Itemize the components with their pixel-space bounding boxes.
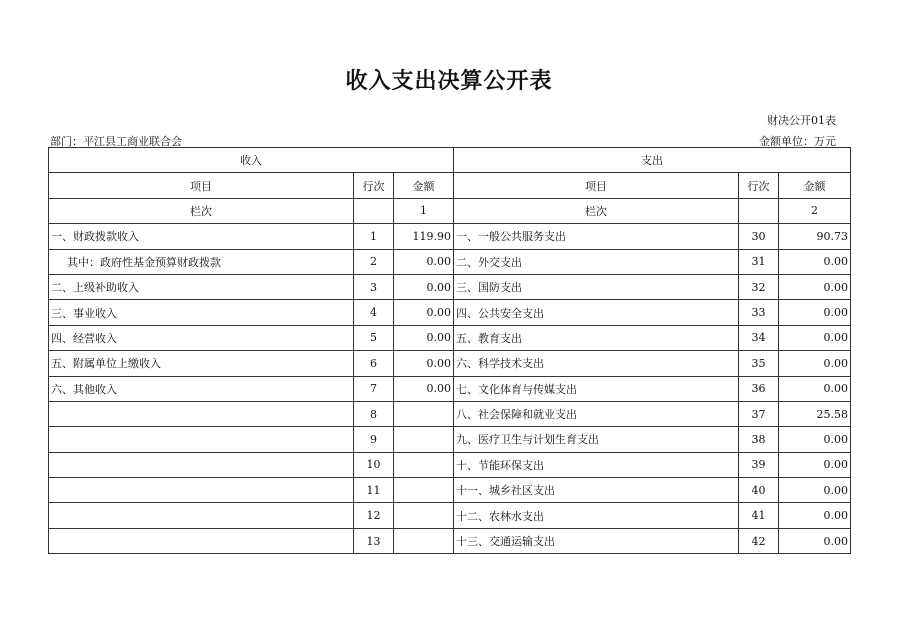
table-row bbox=[49, 224, 851, 249]
income-column-no-label: 栏次 bbox=[49, 198, 354, 223]
table-row bbox=[49, 300, 851, 325]
income-item-cell: 一、财政拨款收入 bbox=[49, 224, 354, 249]
table-row bbox=[49, 351, 851, 376]
income-item-cell bbox=[49, 452, 354, 477]
expense-item-cell: 七、文化体育与传媒支出 bbox=[454, 376, 739, 401]
income-amount-cell: 0.00 bbox=[394, 325, 454, 350]
expense-item-header: 项目 bbox=[454, 173, 739, 198]
income-row-no-cell: 10 bbox=[354, 452, 394, 477]
expense-amount-cell: 0.00 bbox=[779, 427, 851, 452]
section-header-row bbox=[49, 148, 851, 173]
income-column-no: 1 bbox=[394, 198, 454, 223]
expense-column-no-label: 栏次 bbox=[454, 198, 739, 223]
table-row bbox=[49, 528, 851, 553]
table-row bbox=[49, 274, 851, 299]
income-item-cell: 四、经营收入 bbox=[49, 325, 354, 350]
income-amount-cell bbox=[394, 503, 454, 528]
expense-amount-cell: 25.58 bbox=[779, 401, 851, 426]
expense-row-no-header: 行次 bbox=[739, 173, 779, 198]
income-item-cell: 三、事业收入 bbox=[49, 300, 354, 325]
income-row-no-cell: 9 bbox=[354, 427, 394, 452]
income-expense-table bbox=[48, 147, 851, 554]
expense-row-no-cell: 31 bbox=[739, 249, 779, 274]
expense-item-cell: 一、一般公共服务支出 bbox=[454, 224, 739, 249]
income-row-no-cell: 13 bbox=[354, 528, 394, 553]
expense-column-no: 2 bbox=[779, 198, 851, 223]
income-amount-cell: 119.90 bbox=[394, 224, 454, 249]
table-row bbox=[49, 503, 851, 528]
expense-header: 支出 bbox=[454, 148, 851, 173]
income-amount-cell: 0.00 bbox=[394, 376, 454, 401]
income-amount-header: 金额 bbox=[394, 173, 454, 198]
income-row-no-cell: 5 bbox=[354, 325, 394, 350]
income-item-cell: 其中：政府性基金预算财政拨款 bbox=[49, 249, 354, 274]
income-amount-cell bbox=[394, 427, 454, 452]
expense-row-no-cell: 39 bbox=[739, 452, 779, 477]
table-row bbox=[49, 452, 851, 477]
income-row-no-cell: 4 bbox=[354, 300, 394, 325]
expense-item-cell: 八、社会保障和就业支出 bbox=[454, 401, 739, 426]
income-amount-cell: 0.00 bbox=[394, 300, 454, 325]
expense-amount-cell: 90.73 bbox=[779, 224, 851, 249]
expense-item-cell: 十一、城乡社区支出 bbox=[454, 478, 739, 503]
expense-amount-cell: 0.00 bbox=[779, 325, 851, 350]
page-title: 收入支出决算公开表 bbox=[345, 68, 553, 94]
income-item-cell bbox=[49, 401, 354, 426]
income-amount-cell: 0.00 bbox=[394, 249, 454, 274]
expense-row-no-cell: 40 bbox=[739, 478, 779, 503]
income-item-cell: 二、上级补助收入 bbox=[49, 274, 354, 299]
department-label: 部门：平江县工商业联合会 bbox=[50, 135, 182, 148]
income-amount-cell bbox=[394, 478, 454, 503]
income-row-no-header: 行次 bbox=[354, 173, 394, 198]
income-row-no-cell: 7 bbox=[354, 376, 394, 401]
income-row-no-cell: 8 bbox=[354, 401, 394, 426]
table-row bbox=[49, 325, 851, 350]
table-row bbox=[49, 249, 851, 274]
column-header-row bbox=[49, 173, 851, 198]
expense-item-cell: 四、公共安全支出 bbox=[454, 300, 739, 325]
expense-item-cell: 五、教育支出 bbox=[454, 325, 739, 350]
income-item-cell bbox=[49, 528, 354, 553]
column-number-row bbox=[49, 198, 851, 223]
income-amount-cell: 0.00 bbox=[394, 351, 454, 376]
expense-amount-cell: 0.00 bbox=[779, 503, 851, 528]
expense-amount-cell: 0.00 bbox=[779, 376, 851, 401]
income-amount-cell bbox=[394, 452, 454, 477]
expense-row-no-cell: 36 bbox=[739, 376, 779, 401]
table-row bbox=[49, 401, 851, 426]
form-code: 财决公开01表 bbox=[767, 114, 836, 127]
expense-row-no-cell: 34 bbox=[739, 325, 779, 350]
expense-row-no-cell: 37 bbox=[739, 401, 779, 426]
empty-cell bbox=[739, 198, 779, 223]
income-item-cell bbox=[49, 478, 354, 503]
expense-item-cell: 二、外交支出 bbox=[454, 249, 739, 274]
expense-amount-cell: 0.00 bbox=[779, 478, 851, 503]
income-row-no-cell: 11 bbox=[354, 478, 394, 503]
income-row-no-cell: 12 bbox=[354, 503, 394, 528]
expense-item-cell: 十二、农林水支出 bbox=[454, 503, 739, 528]
table-row bbox=[49, 478, 851, 503]
income-amount-cell bbox=[394, 401, 454, 426]
expense-amount-cell: 0.00 bbox=[779, 351, 851, 376]
expense-row-no-cell: 33 bbox=[739, 300, 779, 325]
income-row-no-cell: 1 bbox=[354, 224, 394, 249]
income-item-cell: 五、附属单位上缴收入 bbox=[49, 351, 354, 376]
expense-row-no-cell: 38 bbox=[739, 427, 779, 452]
expense-row-no-cell: 32 bbox=[739, 274, 779, 299]
income-item-header: 项目 bbox=[49, 173, 354, 198]
income-row-no-cell: 2 bbox=[354, 249, 394, 274]
income-amount-cell bbox=[394, 528, 454, 553]
expense-item-cell: 三、国防支出 bbox=[454, 274, 739, 299]
expense-row-no-cell: 41 bbox=[739, 503, 779, 528]
expense-item-cell: 六、科学技术支出 bbox=[454, 351, 739, 376]
income-row-no-cell: 6 bbox=[354, 351, 394, 376]
income-amount-cell: 0.00 bbox=[394, 274, 454, 299]
expense-amount-cell: 0.00 bbox=[779, 300, 851, 325]
expense-row-no-cell: 42 bbox=[739, 528, 779, 553]
income-item-cell bbox=[49, 503, 354, 528]
expense-row-no-cell: 35 bbox=[739, 351, 779, 376]
expense-item-cell: 十三、交通运输支出 bbox=[454, 528, 739, 553]
income-item-cell bbox=[49, 427, 354, 452]
income-item-cell: 六、其他收入 bbox=[49, 376, 354, 401]
income-header: 收入 bbox=[49, 148, 454, 173]
expense-item-cell: 九、医疗卫生与计划生育支出 bbox=[454, 427, 739, 452]
empty-cell bbox=[354, 198, 394, 223]
amount-unit-label: 金额单位：万元 bbox=[759, 135, 836, 148]
expense-amount-cell: 0.00 bbox=[779, 452, 851, 477]
expense-amount-cell: 0.00 bbox=[779, 249, 851, 274]
expense-item-cell: 十、节能环保支出 bbox=[454, 452, 739, 477]
table-row bbox=[49, 376, 851, 401]
expense-row-no-cell: 30 bbox=[739, 224, 779, 249]
expense-amount-cell: 0.00 bbox=[779, 274, 851, 299]
table-row bbox=[49, 427, 851, 452]
expense-amount-header: 金额 bbox=[779, 173, 851, 198]
expense-amount-cell: 0.00 bbox=[779, 528, 851, 553]
income-row-no-cell: 3 bbox=[354, 274, 394, 299]
